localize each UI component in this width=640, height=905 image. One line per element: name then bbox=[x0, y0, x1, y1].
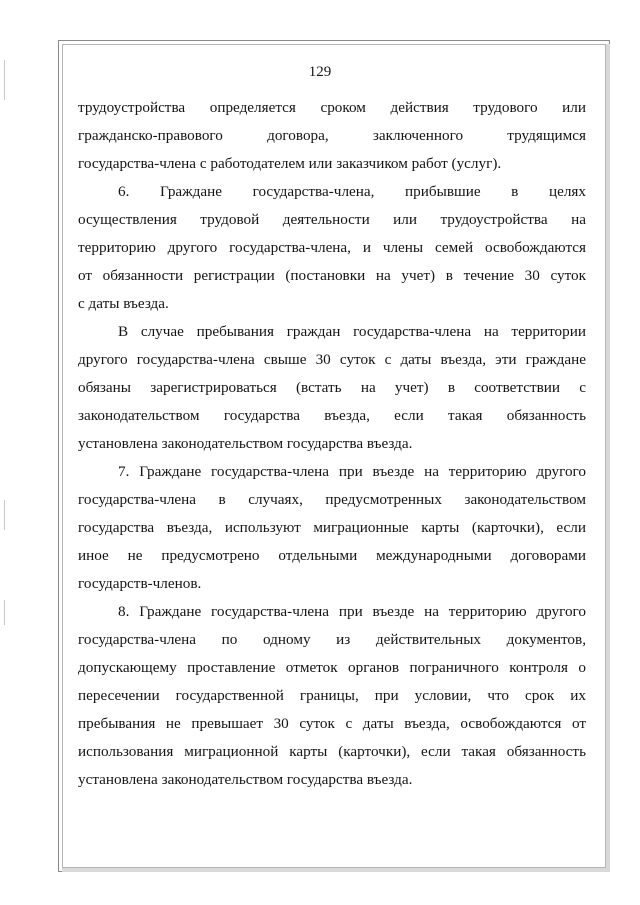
text-line: осуществления трудовой деятельности или трудоустройства на bbox=[78, 211, 586, 228]
text-line: с даты въезда. bbox=[78, 295, 169, 312]
text-line: использования миграционной карты (карточки), если такая обязанность bbox=[78, 743, 586, 760]
paragraph-registration bbox=[78, 318, 586, 458]
text-line: В случае пребывания граждан государства-члена на территории bbox=[118, 323, 586, 340]
text-line: от обязанности регистрации (постановки на учет) в течение 30 суток bbox=[78, 267, 586, 284]
text-line: государства-члена с работодателем или заказчиком работ (услуг). bbox=[78, 155, 502, 172]
text-line: пересечении государственной границы, при условии, что срок их bbox=[78, 687, 586, 704]
paragraph-item-7 bbox=[78, 458, 586, 598]
document-body bbox=[78, 94, 586, 794]
text-line: пребывания не превышает 30 суток с даты въезда, освобождаются от bbox=[78, 715, 586, 732]
page-shadow-bottom bbox=[62, 868, 610, 872]
text-line: установлена законодательством государства въезда. bbox=[78, 435, 413, 452]
text-line: обязаны зарегистрироваться (встать на учет) в соответствии с bbox=[78, 379, 586, 396]
text-line: государств-членов. bbox=[78, 575, 202, 592]
text-line: 6. Граждане государства-члена, прибывшие в целях bbox=[118, 183, 586, 200]
text-line: другого государства-члена свыше 30 суток с даты въезда, эти граждане bbox=[78, 351, 586, 368]
scan-edge-mark bbox=[4, 600, 5, 625]
text-line: гражданско-правового договора, заключенного трудящимся bbox=[78, 127, 586, 144]
text-line: трудоустройства определяется сроком действия трудового или bbox=[78, 99, 586, 116]
text-line: государства-члена в случаях, предусмотренных законодательством bbox=[78, 491, 586, 508]
page-shadow-right bbox=[606, 44, 610, 872]
paragraph-item-6 bbox=[78, 178, 586, 318]
page-number: 129 bbox=[308, 64, 332, 80]
text-line: иное не предусмотрено отдельными международными договорами bbox=[78, 547, 586, 564]
paragraph-continuation bbox=[78, 94, 586, 178]
scan-edge-mark bbox=[4, 500, 5, 530]
text-line: допускающему проставление отметок органов пограничного контроля о bbox=[78, 659, 586, 676]
text-line: установлена законодательством государства въезда. bbox=[78, 771, 413, 788]
text-line: государства въезда, используют миграционные карты (карточки), если bbox=[78, 519, 586, 536]
text-line: законодательством государства въезда, если такая обязанность bbox=[78, 407, 586, 424]
text-line: государства-члена по одному из действительных документов, bbox=[78, 631, 586, 648]
text-line: 8. Граждане государства-члена при въезде на территорию другого bbox=[118, 603, 586, 620]
paragraph-item-8 bbox=[78, 598, 586, 794]
text-line: территорию другого государства-члена, и члены семей освобождаются bbox=[78, 239, 586, 256]
text-line: 7. Граждане государства-члена при въезде на территорию другого bbox=[118, 463, 586, 480]
